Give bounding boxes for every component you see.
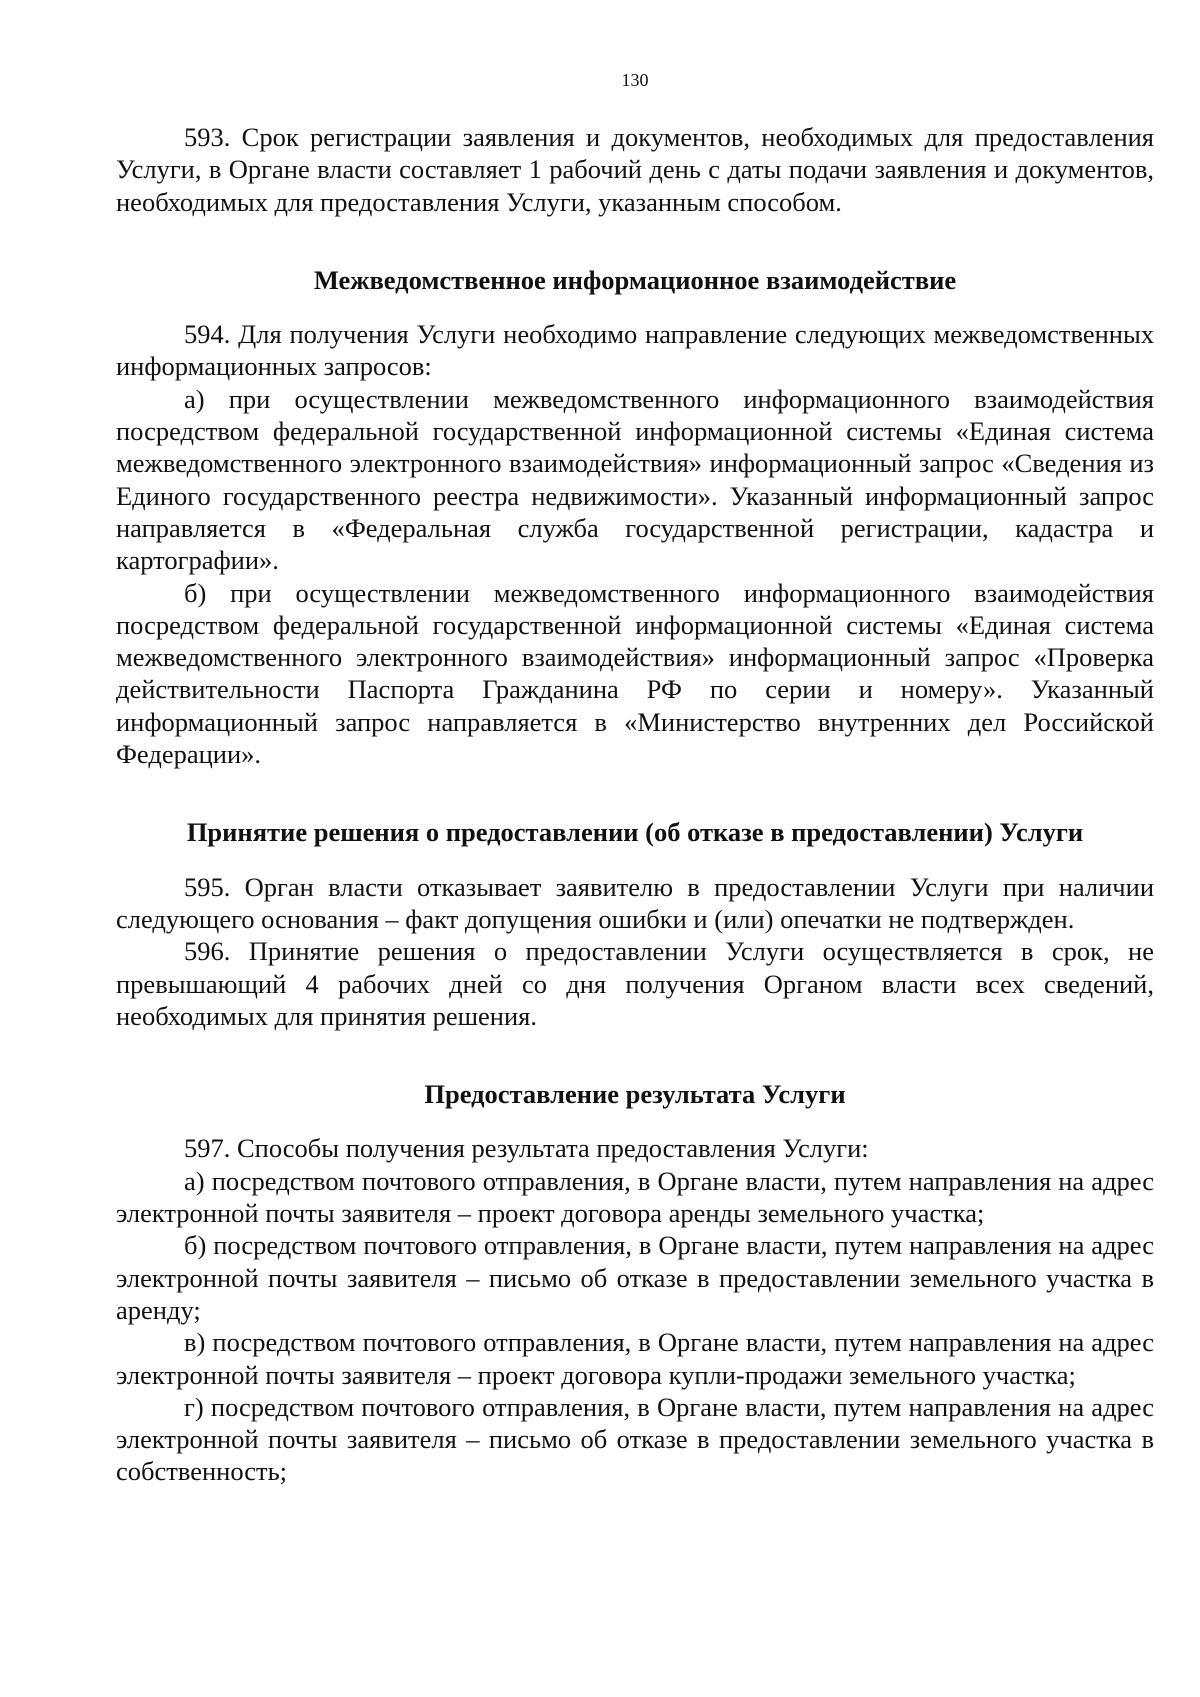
paragraph-594-b: б) при осуществлении межведомственного информационного взаимодействия посредством федеральной государственной информационной системы «Единая система межведомственного электронного взаимодействия» информационный запрос «Проверка действительности Паспорта Гражданина РФ по серии и номеру». Указанный информационный запрос направляется в «Министерство внутренних дел Российской Федерации». <box>116 577 1154 770</box>
paragraph-593: 593. Срок регистрации заявления и документов, необходимых для предоставления Услуги, в Органе власти составляет 1 рабочий день с даты подачи заявления и документов, необходимых для предоставления Услуги, указанным способом. <box>116 122 1154 217</box>
paragraph-594-a: а) при осуществлении межведомственного информационного взаимодействия посредством федеральной государственной информационной системы «Единая система межведомственного электронного взаимодействия» информационный запрос «Сведения из Единого государственного реестра недвижимости». Указанный информационный запрос направляется в «Федеральная служба государственной регистрации, кадастра и картографии». <box>116 383 1154 576</box>
paragraph-596: 596. Принятие решения о предоставлении Услуги осуществляется в срок, не превышающий 4 рабочих дней со дня получения Органом власти всех сведений, необходимых для принятия решения. <box>116 936 1154 1031</box>
document-body <box>116 121 1154 1488</box>
heading-result-provision: Предоставление результата Услуги <box>424 1079 846 1110</box>
paragraph-597-a: а) посредством почтового отправления, в Органе власти, путем направления на адрес электронной почты заявителя – проект договора аренды земельного участка; <box>116 1165 1154 1229</box>
heading-decision: Принятие решения о предоставлении (об отказе в предоставлении) Услуги <box>186 817 1084 848</box>
paragraph-597-g: г) посредством почтового отправления, в Органе власти, путем направления на адрес электронной почты заявителя – письмо об отказе в предоставлении земельного участка в собственность; <box>116 1391 1154 1487</box>
paragraph-595: 595. Орган власти отказывает заявителю в предоставлении Услуги при наличии следующего основания – факт допущения ошибки и (или) опечатки не подтвержден. <box>116 871 1154 934</box>
paragraph-597-v: в) посредством почтового отправления, в Органе власти, путем направления на адрес электронной почты заявителя – проект договора купли-продажи земельного участка; <box>116 1327 1154 1390</box>
page-number: 130 <box>621 70 649 90</box>
paragraph-597: 597. Способы получения результата предоставления Услуги: <box>184 1133 869 1164</box>
paragraph-594: 594. Для получения Услуги необходимо направление следующих межведомственных информационных запросов: <box>116 319 1154 382</box>
heading-interagency-interaction: Межведомственное информационное взаимодействие <box>313 264 957 295</box>
paragraph-597-b: б) посредством почтового отправления, в Органе власти, путем направления на адрес электронной почты заявителя – письмо об отказе в предоставлении земельного участка в аренду; <box>116 1230 1154 1325</box>
